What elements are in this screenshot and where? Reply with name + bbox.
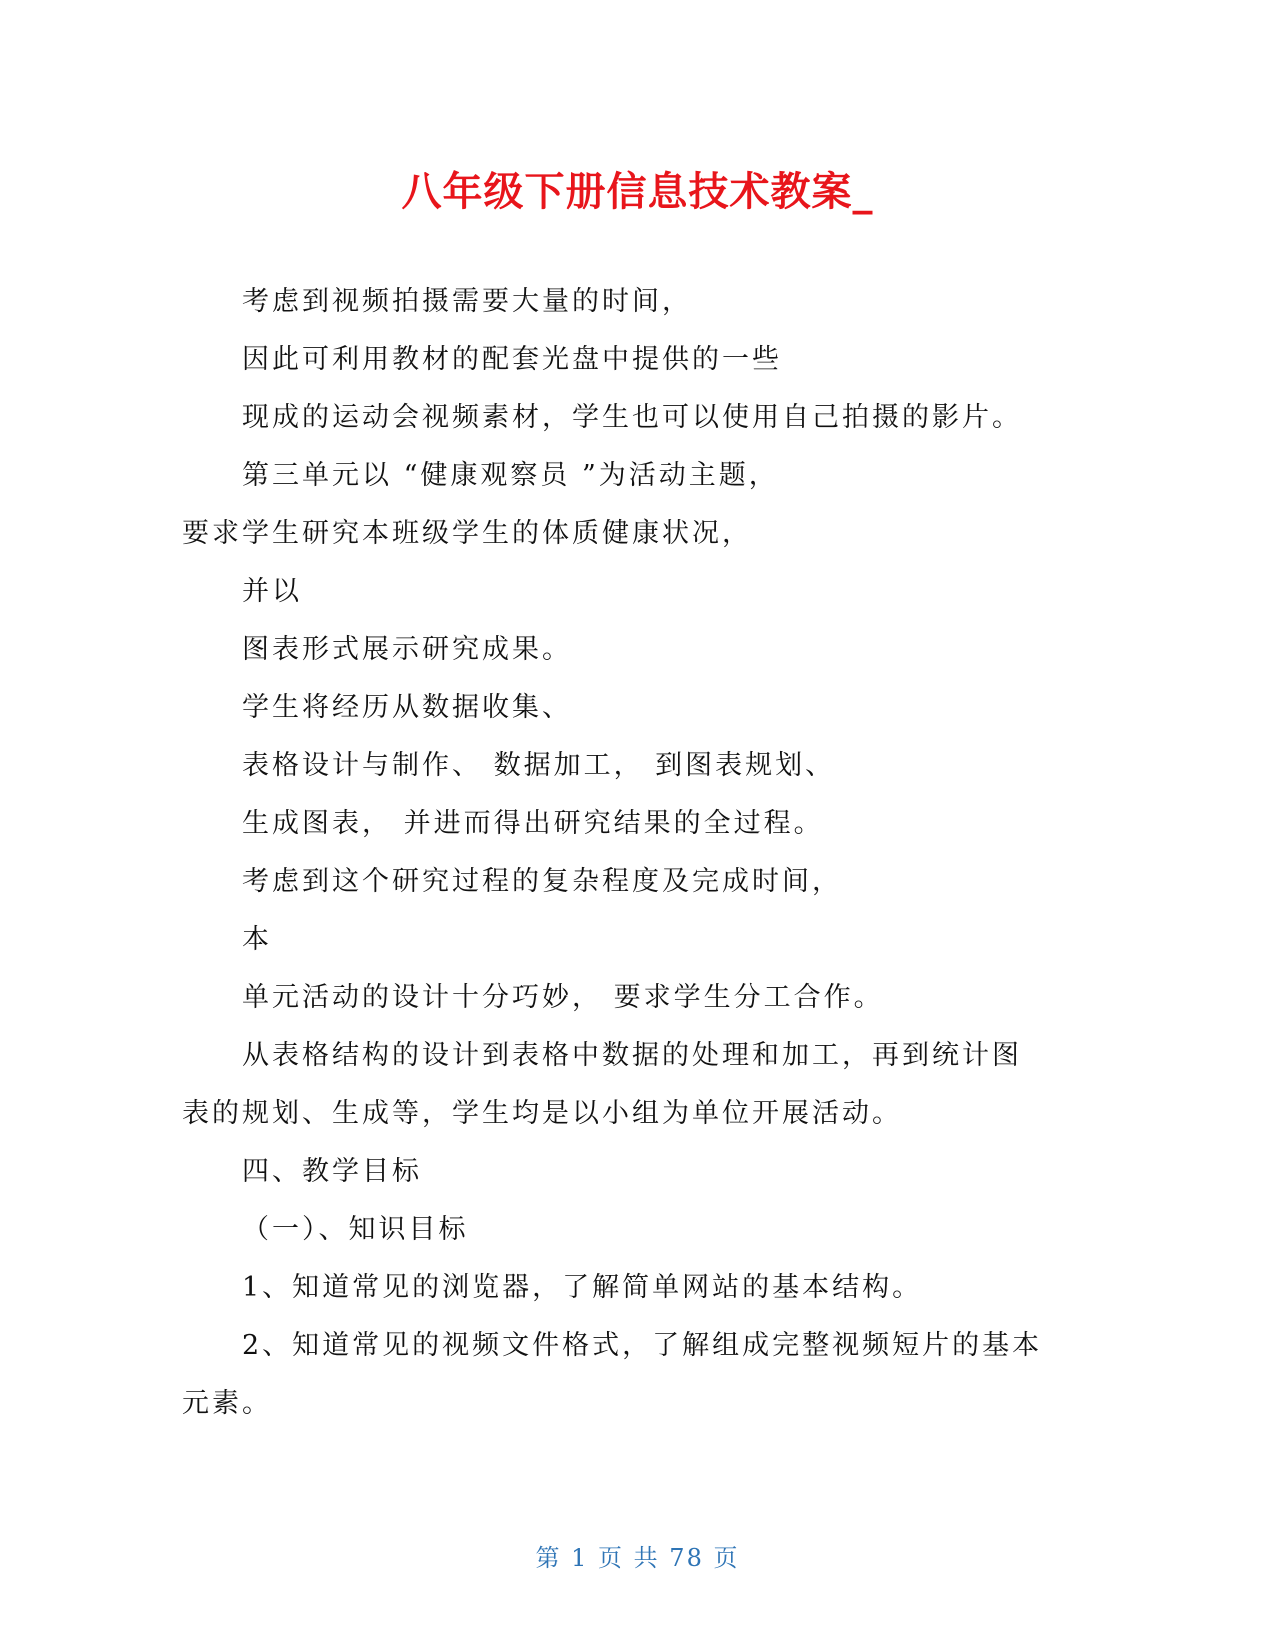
body-line-5: 要求学生研究本班级学生的体质健康状况， [182,518,752,549]
body-line-4: 第三单元以 “健康观察员 ”为活动主题， [242,460,779,491]
page-number-footer: 第 1 页 共 78 页 [535,1544,740,1572]
body-line-2: 因此可利用教材的配套光盘中提供的一些 [242,344,782,375]
body-line-9: 表格设计与制作、 数据加工， 到图表规划、 [242,750,836,781]
objective-item-2-continued: 元素。 [182,1388,272,1419]
objective-item-2: 2、知道常见的视频文件格式，了解组成完整视频短片的基本 [242,1330,1043,1361]
body-line-13: 单元活动的设计十分巧妙， 要求学生分工合作。 [242,982,884,1013]
body-line-12: 本 [242,924,272,955]
subsection-heading-knowledge: （一）、知识目标 [242,1214,469,1245]
body-line-10: 生成图表， 并进而得出研究结果的全过程。 [242,808,824,839]
body-line-15: 表的规划、生成等，学生均是以小组为单位开展活动。 [182,1098,902,1129]
body-line-3: 现成的运动会视频素材，学生也可以使用自己拍摄的影片。 [242,402,1022,433]
objective-item-1: 1、知道常见的浏览器，了解简单网站的基本结构。 [242,1272,923,1303]
body-line-1: 考虑到视频拍摄需要大量的时间， [242,286,692,317]
body-line-8: 学生将经历从数据收集、 [242,692,572,723]
document-title: 八年级下册信息技术教案_ [401,169,874,215]
body-line-6: 并以 [242,576,302,607]
body-line-7: 图表形式展示研究成果。 [242,634,572,665]
body-line-14: 从表格结构的设计到表格中数据的处理和加工，再到统计图 [242,1040,1022,1071]
section-heading-objectives: 四、教学目标 [242,1156,422,1187]
body-line-11: 考虑到这个研究过程的复杂程度及完成时间， [242,866,842,897]
